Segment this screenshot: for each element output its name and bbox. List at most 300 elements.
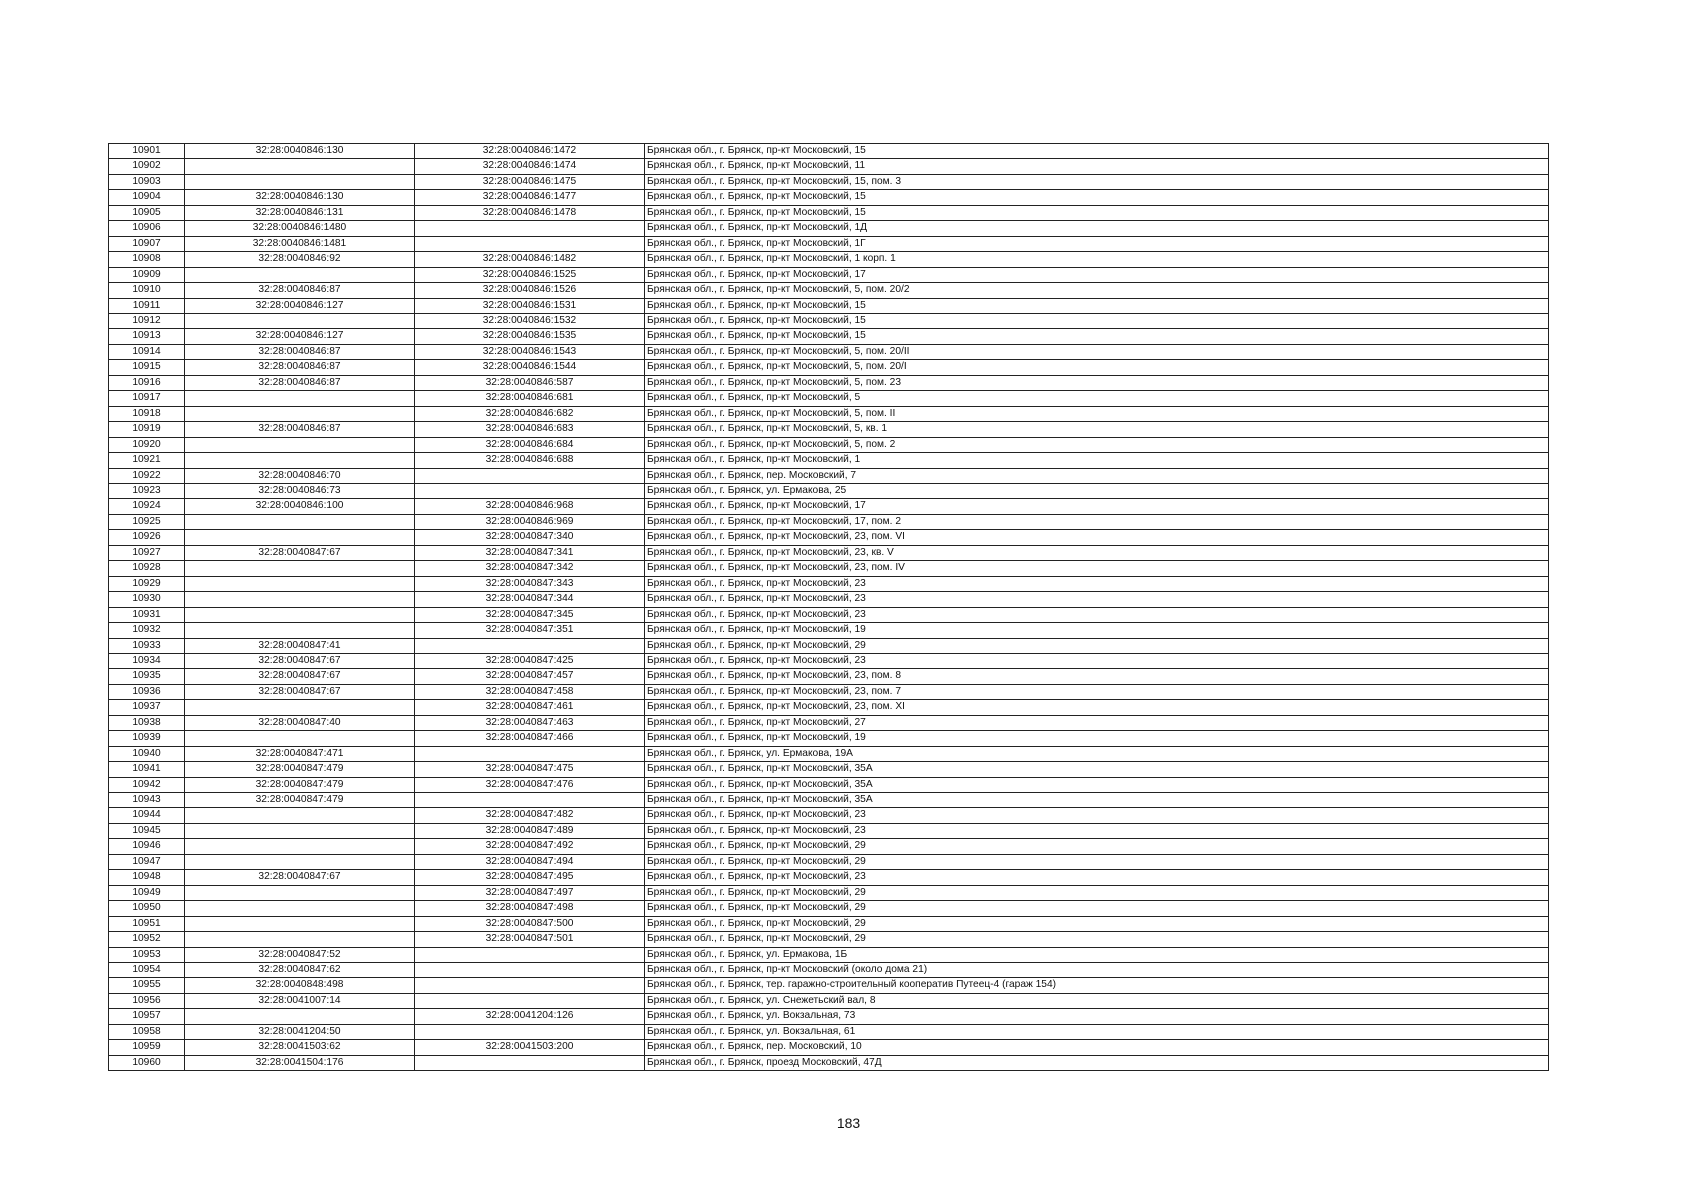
row-number-cell: 10916 bbox=[109, 375, 185, 390]
parent-cadastral-number-cell bbox=[185, 623, 415, 638]
table-row bbox=[109, 221, 1549, 236]
cadastral-number-cell: 32:28:0040846:1531 bbox=[415, 298, 645, 313]
parent-cadastral-number-cell: 32:28:0040846:87 bbox=[185, 375, 415, 390]
cadastral-number-cell: 32:28:0040847:501 bbox=[415, 932, 645, 947]
table-row bbox=[109, 700, 1549, 715]
address-cell: Брянская обл., г. Брянск, пр-кт Московский, 5, пом. 20/2 bbox=[645, 283, 1549, 298]
cadastral-number-cell bbox=[415, 221, 645, 236]
parent-cadastral-number-cell: 32:28:0040846:130 bbox=[185, 144, 415, 159]
table-row bbox=[109, 329, 1549, 344]
table-row bbox=[109, 684, 1549, 699]
table-row bbox=[109, 205, 1549, 220]
table-row bbox=[109, 1024, 1549, 1039]
table-row bbox=[109, 653, 1549, 668]
cadastral-number-cell: 32:28:0041503:200 bbox=[415, 1040, 645, 1055]
address-cell: Брянская обл., г. Брянск, пр-кт Московский, 29 bbox=[645, 854, 1549, 869]
address-cell: Брянская обл., г. Брянск, пр-кт Московский, 5, пом. 23 bbox=[645, 375, 1549, 390]
parent-cadastral-number-cell bbox=[185, 700, 415, 715]
parent-cadastral-number-cell bbox=[185, 932, 415, 947]
parent-cadastral-number-cell: 32:28:0040847:479 bbox=[185, 793, 415, 808]
table-row bbox=[109, 391, 1549, 406]
cadastral-number-cell: 32:28:0040846:684 bbox=[415, 437, 645, 452]
parent-cadastral-number-cell: 32:28:0040847:67 bbox=[185, 669, 415, 684]
address-cell: Брянская обл., г. Брянск, ул. Вокзальная, 73 bbox=[645, 1009, 1549, 1024]
table-row bbox=[109, 283, 1549, 298]
parent-cadastral-number-cell bbox=[185, 808, 415, 823]
address-cell: Брянская обл., г. Брянск, пр-кт Московский, 5, пом. II bbox=[645, 406, 1549, 421]
row-number-cell: 10955 bbox=[109, 978, 185, 993]
cadastral-number-cell: 32:28:0040846:1532 bbox=[415, 313, 645, 328]
address-cell: Брянская обл., г. Брянск, пр-кт Московский, 23 bbox=[645, 592, 1549, 607]
table-row bbox=[109, 313, 1549, 328]
row-number-cell: 10934 bbox=[109, 653, 185, 668]
cadastral-number-cell: 32:28:0040847:466 bbox=[415, 731, 645, 746]
table-row bbox=[109, 159, 1549, 174]
table-row bbox=[109, 530, 1549, 545]
cadastral-number-cell: 32:28:0040847:482 bbox=[415, 808, 645, 823]
cadastral-number-cell: 32:28:0040846:1478 bbox=[415, 205, 645, 220]
table-row bbox=[109, 870, 1549, 885]
parent-cadastral-number-cell: 32:28:0040846:87 bbox=[185, 360, 415, 375]
table-row bbox=[109, 298, 1549, 313]
row-number-cell: 10951 bbox=[109, 916, 185, 931]
address-cell: Брянская обл., г. Брянск, пр-кт Московский, 5, пом. 2 bbox=[645, 437, 1549, 452]
row-number-cell: 10943 bbox=[109, 793, 185, 808]
table-row bbox=[109, 422, 1549, 437]
parent-cadastral-number-cell bbox=[185, 731, 415, 746]
table-row bbox=[109, 762, 1549, 777]
cadastral-number-cell: 32:28:0040847:463 bbox=[415, 715, 645, 730]
row-number-cell: 10911 bbox=[109, 298, 185, 313]
row-number-cell: 10901 bbox=[109, 144, 185, 159]
row-number-cell: 10904 bbox=[109, 190, 185, 205]
cadastral-number-cell: 32:28:0040846:969 bbox=[415, 514, 645, 529]
row-number-cell: 10944 bbox=[109, 808, 185, 823]
table-row bbox=[109, 669, 1549, 684]
parent-cadastral-number-cell: 32:28:0040846:1480 bbox=[185, 221, 415, 236]
address-cell: Брянская обл., г. Брянск, пр-кт Московский, 5, пом. 20/I bbox=[645, 360, 1549, 375]
address-cell: Брянская обл., г. Брянск, тер. гаражно-строительный кооператив Путеец-4 (гараж 154) bbox=[645, 978, 1549, 993]
address-cell: Брянская обл., г. Брянск, пр-кт Московский, 15 bbox=[645, 298, 1549, 313]
parent-cadastral-number-cell: 32:28:0040846:100 bbox=[185, 499, 415, 514]
address-cell: Брянская обл., г. Брянск, пр-кт Московский, 1Г bbox=[645, 236, 1549, 251]
row-number-cell: 10950 bbox=[109, 901, 185, 916]
row-number-cell: 10921 bbox=[109, 453, 185, 468]
address-cell: Брянская обл., г. Брянск, ул. Снежетьский вал, 8 bbox=[645, 993, 1549, 1008]
row-number-cell: 10909 bbox=[109, 267, 185, 282]
row-number-cell: 10918 bbox=[109, 406, 185, 421]
table-row bbox=[109, 468, 1549, 483]
address-cell: Брянская обл., г. Брянск, ул. Вокзальная, 61 bbox=[645, 1024, 1549, 1039]
row-number-cell: 10952 bbox=[109, 932, 185, 947]
row-number-cell: 10931 bbox=[109, 607, 185, 622]
address-cell: Брянская обл., г. Брянск, пр-кт Московский, 1Д bbox=[645, 221, 1549, 236]
address-cell: Брянская обл., г. Брянск, пр-кт Московский, 15 bbox=[645, 190, 1549, 205]
parent-cadastral-number-cell: 32:28:0041204:50 bbox=[185, 1024, 415, 1039]
address-cell: Брянская обл., г. Брянск, пр-кт Московский, 23, пом. XI bbox=[645, 700, 1549, 715]
address-cell: Брянская обл., г. Брянск, пр-кт Московский, 5, кв. 1 bbox=[645, 422, 1549, 437]
cadastral-number-cell: 32:28:0040847:475 bbox=[415, 762, 645, 777]
table-row bbox=[109, 947, 1549, 962]
parent-cadastral-number-cell: 32:28:0040846:87 bbox=[185, 344, 415, 359]
address-cell: Брянская обл., г. Брянск, пр-кт Московский, 15 bbox=[645, 329, 1549, 344]
cadastral-number-cell: 32:28:0040847:476 bbox=[415, 777, 645, 792]
address-cell: Брянская обл., г. Брянск, ул. Ермакова, 19А bbox=[645, 746, 1549, 761]
cadastral-number-cell: 32:28:0040846:1472 bbox=[415, 144, 645, 159]
table-row bbox=[109, 715, 1549, 730]
table-row bbox=[109, 375, 1549, 390]
cadastral-number-cell: 32:28:0040846:1525 bbox=[415, 267, 645, 282]
cadastral-number-cell bbox=[415, 746, 645, 761]
cadastral-number-cell: 32:28:0040846:1482 bbox=[415, 252, 645, 267]
address-cell: Брянская обл., г. Брянск, пр-кт Московский, 35А bbox=[645, 777, 1549, 792]
address-cell: Брянская обл., г. Брянск, пр-кт Московский, 17 bbox=[645, 267, 1549, 282]
cadastral-register-table bbox=[108, 143, 1549, 1071]
cadastral-number-cell bbox=[415, 978, 645, 993]
row-number-cell: 10908 bbox=[109, 252, 185, 267]
parent-cadastral-number-cell bbox=[185, 839, 415, 854]
table-row bbox=[109, 190, 1549, 205]
cadastral-number-cell: 32:28:0040846:968 bbox=[415, 499, 645, 514]
cadastral-number-cell bbox=[415, 236, 645, 251]
row-number-cell: 10906 bbox=[109, 221, 185, 236]
row-number-cell: 10932 bbox=[109, 623, 185, 638]
cadastral-number-cell: 32:28:0040846:1474 bbox=[415, 159, 645, 174]
table-row bbox=[109, 916, 1549, 931]
cadastral-number-cell: 32:28:0041204:126 bbox=[415, 1009, 645, 1024]
address-cell: Брянская обл., г. Брянск, пр-кт Московский, 35А bbox=[645, 762, 1549, 777]
row-number-cell: 10902 bbox=[109, 159, 185, 174]
cadastral-number-cell: 32:28:0040847:458 bbox=[415, 684, 645, 699]
parent-cadastral-number-cell bbox=[185, 901, 415, 916]
table-row bbox=[109, 406, 1549, 421]
parent-cadastral-number-cell bbox=[185, 530, 415, 545]
cadastral-number-cell: 32:28:0040846:587 bbox=[415, 375, 645, 390]
table-row bbox=[109, 777, 1549, 792]
parent-cadastral-number-cell bbox=[185, 267, 415, 282]
cadastral-number-cell bbox=[415, 963, 645, 978]
table-row bbox=[109, 545, 1549, 560]
parent-cadastral-number-cell: 32:28:0040846:127 bbox=[185, 298, 415, 313]
address-cell: Брянская обл., г. Брянск, пр-кт Московский, 15 bbox=[645, 144, 1549, 159]
address-cell: Брянская обл., г. Брянск, пр-кт Московский, 17 bbox=[645, 499, 1549, 514]
cadastral-number-cell: 32:28:0040847:495 bbox=[415, 870, 645, 885]
table-row bbox=[109, 144, 1549, 159]
address-cell: Брянская обл., г. Брянск, пр-кт Московский, 15, пом. 3 bbox=[645, 174, 1549, 189]
parent-cadastral-number-cell bbox=[185, 854, 415, 869]
row-number-cell: 10939 bbox=[109, 731, 185, 746]
parent-cadastral-number-cell: 32:28:0040846:127 bbox=[185, 329, 415, 344]
cadastral-number-cell: 32:28:0040847:457 bbox=[415, 669, 645, 684]
address-cell: Брянская обл., г. Брянск, пр-кт Московский, 29 bbox=[645, 839, 1549, 854]
row-number-cell: 10923 bbox=[109, 483, 185, 498]
parent-cadastral-number-cell bbox=[185, 174, 415, 189]
parent-cadastral-number-cell: 32:28:0040848:498 bbox=[185, 978, 415, 993]
row-number-cell: 10940 bbox=[109, 746, 185, 761]
parent-cadastral-number-cell bbox=[185, 391, 415, 406]
parent-cadastral-number-cell: 32:28:0040846:1481 bbox=[185, 236, 415, 251]
cadastral-number-cell: 32:28:0040847:344 bbox=[415, 592, 645, 607]
table-row bbox=[109, 978, 1549, 993]
cadastral-number-cell bbox=[415, 638, 645, 653]
table-row bbox=[109, 623, 1549, 638]
row-number-cell: 10920 bbox=[109, 437, 185, 452]
cadastral-number-cell: 32:28:0040847:342 bbox=[415, 561, 645, 576]
row-number-cell: 10913 bbox=[109, 329, 185, 344]
parent-cadastral-number-cell bbox=[185, 576, 415, 591]
row-number-cell: 10929 bbox=[109, 576, 185, 591]
parent-cadastral-number-cell: 32:28:0040847:67 bbox=[185, 653, 415, 668]
parent-cadastral-number-cell: 32:28:0040847:41 bbox=[185, 638, 415, 653]
parent-cadastral-number-cell bbox=[185, 592, 415, 607]
parent-cadastral-number-cell: 32:28:0040847:67 bbox=[185, 870, 415, 885]
row-number-cell: 10915 bbox=[109, 360, 185, 375]
cadastral-number-cell bbox=[415, 1055, 645, 1070]
address-cell: Брянская обл., г. Брянск, пр-кт Московский, 23, пом. IV bbox=[645, 561, 1549, 576]
row-number-cell: 10945 bbox=[109, 823, 185, 838]
address-cell: Брянская обл., г. Брянск, пр-кт Московский, 23 bbox=[645, 576, 1549, 591]
table-row bbox=[109, 885, 1549, 900]
row-number-cell: 10924 bbox=[109, 499, 185, 514]
table-row bbox=[109, 731, 1549, 746]
cadastral-number-cell: 32:28:0040847:425 bbox=[415, 653, 645, 668]
row-number-cell: 10935 bbox=[109, 669, 185, 684]
table-row bbox=[109, 901, 1549, 916]
row-number-cell: 10942 bbox=[109, 777, 185, 792]
cadastral-number-cell: 32:28:0040847:351 bbox=[415, 623, 645, 638]
cadastral-number-cell bbox=[415, 793, 645, 808]
cadastral-number-cell: 32:28:0040846:1544 bbox=[415, 360, 645, 375]
address-cell: Брянская обл., г. Брянск, пр-кт Московский, 35А bbox=[645, 793, 1549, 808]
row-number-cell: 10956 bbox=[109, 993, 185, 1008]
parent-cadastral-number-cell: 32:28:0040847:67 bbox=[185, 684, 415, 699]
parent-cadastral-number-cell bbox=[185, 514, 415, 529]
address-cell: Брянская обл., г. Брянск, пр-кт Московский, 5 bbox=[645, 391, 1549, 406]
register-table-body bbox=[109, 144, 1549, 1071]
cadastral-number-cell: 32:28:0040847:341 bbox=[415, 545, 645, 560]
row-number-cell: 10903 bbox=[109, 174, 185, 189]
table-row bbox=[109, 746, 1549, 761]
row-number-cell: 10948 bbox=[109, 870, 185, 885]
table-row bbox=[109, 823, 1549, 838]
cadastral-number-cell: 32:28:0040846:1535 bbox=[415, 329, 645, 344]
table-row bbox=[109, 514, 1549, 529]
table-row bbox=[109, 437, 1549, 452]
row-number-cell: 10954 bbox=[109, 963, 185, 978]
row-number-cell: 10912 bbox=[109, 313, 185, 328]
row-number-cell: 10919 bbox=[109, 422, 185, 437]
cadastral-number-cell: 32:28:0040847:492 bbox=[415, 839, 645, 854]
address-cell: Брянская обл., г. Брянск, пр-кт Московский, 23 bbox=[645, 653, 1549, 668]
parent-cadastral-number-cell bbox=[185, 453, 415, 468]
parent-cadastral-number-cell bbox=[185, 607, 415, 622]
address-cell: Брянская обл., г. Брянск, пер. Московский, 10 bbox=[645, 1040, 1549, 1055]
row-number-cell: 10905 bbox=[109, 205, 185, 220]
address-cell: Брянская обл., г. Брянск, пр-кт Московский, 15 bbox=[645, 313, 1549, 328]
parent-cadastral-number-cell: 32:28:0041504:176 bbox=[185, 1055, 415, 1070]
cadastral-number-cell bbox=[415, 468, 645, 483]
address-cell: Брянская обл., г. Брянск, пр-кт Московский, 11 bbox=[645, 159, 1549, 174]
cadastral-number-cell: 32:28:0040846:1543 bbox=[415, 344, 645, 359]
address-cell: Брянская обл., г. Брянск, пр-кт Московский, 1 bbox=[645, 453, 1549, 468]
address-cell: Брянская обл., г. Брянск, пр-кт Московский, 19 bbox=[645, 623, 1549, 638]
table-row bbox=[109, 1040, 1549, 1055]
cadastral-number-cell: 32:28:0040847:500 bbox=[415, 916, 645, 931]
cadastral-number-cell: 32:28:0040847:461 bbox=[415, 700, 645, 715]
row-number-cell: 10933 bbox=[109, 638, 185, 653]
row-number-cell: 10960 bbox=[109, 1055, 185, 1070]
cadastral-number-cell bbox=[415, 483, 645, 498]
row-number-cell: 10930 bbox=[109, 592, 185, 607]
cadastral-number-cell: 32:28:0040846:1475 bbox=[415, 174, 645, 189]
parent-cadastral-number-cell: 32:28:0040847:67 bbox=[185, 545, 415, 560]
parent-cadastral-number-cell bbox=[185, 823, 415, 838]
cadastral-number-cell: 32:28:0040846:682 bbox=[415, 406, 645, 421]
cadastral-number-cell: 32:28:0040847:345 bbox=[415, 607, 645, 622]
table-row bbox=[109, 963, 1549, 978]
parent-cadastral-number-cell: 32:28:0041503:62 bbox=[185, 1040, 415, 1055]
cadastral-number-cell bbox=[415, 993, 645, 1008]
cadastral-number-cell: 32:28:0040846:688 bbox=[415, 453, 645, 468]
parent-cadastral-number-cell: 32:28:0040846:92 bbox=[185, 252, 415, 267]
address-cell: Брянская обл., г. Брянск, пр-кт Московский, 5, пом. 20/II bbox=[645, 344, 1549, 359]
row-number-cell: 10925 bbox=[109, 514, 185, 529]
address-cell: Брянская обл., г. Брянск, пр-кт Московский, 23 bbox=[645, 607, 1549, 622]
cadastral-number-cell: 32:28:0040847:498 bbox=[415, 901, 645, 916]
parent-cadastral-number-cell: 32:28:0040846:73 bbox=[185, 483, 415, 498]
row-number-cell: 10959 bbox=[109, 1040, 185, 1055]
address-cell: Брянская обл., г. Брянск, ул. Ермакова, 1Б bbox=[645, 947, 1549, 962]
parent-cadastral-number-cell: 32:28:0040846:131 bbox=[185, 205, 415, 220]
row-number-cell: 10917 bbox=[109, 391, 185, 406]
address-cell: Брянская обл., г. Брянск, пр-кт Московский, 17, пом. 2 bbox=[645, 514, 1549, 529]
table-row bbox=[109, 453, 1549, 468]
table-row bbox=[109, 360, 1549, 375]
table-row bbox=[109, 483, 1549, 498]
row-number-cell: 10949 bbox=[109, 885, 185, 900]
table-row bbox=[109, 793, 1549, 808]
table-row bbox=[109, 236, 1549, 251]
parent-cadastral-number-cell bbox=[185, 159, 415, 174]
address-cell: Брянская обл., г. Брянск, пр-кт Московский, 29 bbox=[645, 901, 1549, 916]
table-row bbox=[109, 854, 1549, 869]
row-number-cell: 10957 bbox=[109, 1009, 185, 1024]
row-number-cell: 10938 bbox=[109, 715, 185, 730]
row-number-cell: 10927 bbox=[109, 545, 185, 560]
parent-cadastral-number-cell: 32:28:0040847:62 bbox=[185, 963, 415, 978]
row-number-cell: 10910 bbox=[109, 283, 185, 298]
row-number-cell: 10937 bbox=[109, 700, 185, 715]
cadastral-number-cell: 32:28:0040846:681 bbox=[415, 391, 645, 406]
parent-cadastral-number-cell: 32:28:0040847:471 bbox=[185, 746, 415, 761]
cadastral-number-cell: 32:28:0040847:494 bbox=[415, 854, 645, 869]
cadastral-number-cell: 32:28:0040846:1526 bbox=[415, 283, 645, 298]
table-row bbox=[109, 808, 1549, 823]
parent-cadastral-number-cell: 32:28:0040847:40 bbox=[185, 715, 415, 730]
row-number-cell: 10928 bbox=[109, 561, 185, 576]
table-row bbox=[109, 638, 1549, 653]
address-cell: Брянская обл., г. Брянск, пр-кт Московский, 23, пом. 7 bbox=[645, 684, 1549, 699]
address-cell: Брянская обл., г. Брянск, проезд Московский, 47Д bbox=[645, 1055, 1549, 1070]
address-cell: Брянская обл., г. Брянск, пр-кт Московский, 15 bbox=[645, 205, 1549, 220]
parent-cadastral-number-cell bbox=[185, 916, 415, 931]
row-number-cell: 10914 bbox=[109, 344, 185, 359]
parent-cadastral-number-cell: 32:28:0040847:479 bbox=[185, 762, 415, 777]
parent-cadastral-number-cell bbox=[185, 313, 415, 328]
cadastral-number-cell bbox=[415, 947, 645, 962]
table-row bbox=[109, 839, 1549, 854]
page-number: 183 bbox=[836, 1115, 861, 1131]
row-number-cell: 10907 bbox=[109, 236, 185, 251]
cadastral-number-cell: 32:28:0040846:1477 bbox=[415, 190, 645, 205]
row-number-cell: 10958 bbox=[109, 1024, 185, 1039]
parent-cadastral-number-cell: 32:28:0040846:70 bbox=[185, 468, 415, 483]
table-row bbox=[109, 993, 1549, 1008]
address-cell: Брянская обл., г. Брянск, пр-кт Московский, 23, пом. 8 bbox=[645, 669, 1549, 684]
table-row bbox=[109, 592, 1549, 607]
table-row bbox=[109, 561, 1549, 576]
address-cell: Брянская обл., г. Брянск, пер. Московский, 7 bbox=[645, 468, 1549, 483]
parent-cadastral-number-cell: 32:28:0040846:87 bbox=[185, 283, 415, 298]
address-cell: Брянская обл., г. Брянск, пр-кт Московский, 29 bbox=[645, 932, 1549, 947]
cadastral-number-cell: 32:28:0040847:489 bbox=[415, 823, 645, 838]
parent-cadastral-number-cell: 32:28:0040847:52 bbox=[185, 947, 415, 962]
address-cell: Брянская обл., г. Брянск, пр-кт Московский, 23 bbox=[645, 808, 1549, 823]
parent-cadastral-number-cell bbox=[185, 1009, 415, 1024]
row-number-cell: 10941 bbox=[109, 762, 185, 777]
cadastral-number-cell: 32:28:0040846:683 bbox=[415, 422, 645, 437]
address-cell: Брянская обл., г. Брянск, пр-кт Московский, 29 bbox=[645, 885, 1549, 900]
parent-cadastral-number-cell: 32:28:0041007:14 bbox=[185, 993, 415, 1008]
table-row bbox=[109, 1055, 1549, 1070]
address-cell: Брянская обл., г. Брянск, пр-кт Московский (около дома 21) bbox=[645, 963, 1549, 978]
table-row bbox=[109, 174, 1549, 189]
table-row bbox=[109, 267, 1549, 282]
address-cell: Брянская обл., г. Брянск, пр-кт Московский, 29 bbox=[645, 638, 1549, 653]
address-cell: Брянская обл., г. Брянск, пр-кт Московский, 23, пом. VI bbox=[645, 530, 1549, 545]
parent-cadastral-number-cell: 32:28:0040846:130 bbox=[185, 190, 415, 205]
row-number-cell: 10936 bbox=[109, 684, 185, 699]
table-row bbox=[109, 252, 1549, 267]
cadastral-number-cell: 32:28:0040847:497 bbox=[415, 885, 645, 900]
address-cell: Брянская обл., г. Брянск, пр-кт Московский, 29 bbox=[645, 916, 1549, 931]
parent-cadastral-number-cell bbox=[185, 561, 415, 576]
address-cell: Брянская обл., г. Брянск, ул. Ермакова, 25 bbox=[645, 483, 1549, 498]
row-number-cell: 10922 bbox=[109, 468, 185, 483]
table-row bbox=[109, 576, 1549, 591]
address-cell: Брянская обл., г. Брянск, пр-кт Московский, 23, кв. V bbox=[645, 545, 1549, 560]
parent-cadastral-number-cell bbox=[185, 406, 415, 421]
cadastral-number-cell: 32:28:0040847:343 bbox=[415, 576, 645, 591]
parent-cadastral-number-cell bbox=[185, 885, 415, 900]
table-row bbox=[109, 932, 1549, 947]
row-number-cell: 10953 bbox=[109, 947, 185, 962]
table-row bbox=[109, 499, 1549, 514]
cadastral-number-cell bbox=[415, 1024, 645, 1039]
address-cell: Брянская обл., г. Брянск, пр-кт Московский, 27 bbox=[645, 715, 1549, 730]
row-number-cell: 10926 bbox=[109, 530, 185, 545]
address-cell: Брянская обл., г. Брянск, пр-кт Московский, 23 bbox=[645, 870, 1549, 885]
table-row bbox=[109, 344, 1549, 359]
parent-cadastral-number-cell: 32:28:0040846:87 bbox=[185, 422, 415, 437]
table-row bbox=[109, 1009, 1549, 1024]
parent-cadastral-number-cell bbox=[185, 437, 415, 452]
row-number-cell: 10947 bbox=[109, 854, 185, 869]
parent-cadastral-number-cell: 32:28:0040847:479 bbox=[185, 777, 415, 792]
cadastral-number-cell: 32:28:0040847:340 bbox=[415, 530, 645, 545]
address-cell: Брянская обл., г. Брянск, пр-кт Московский, 1 корп. 1 bbox=[645, 252, 1549, 267]
row-number-cell: 10946 bbox=[109, 839, 185, 854]
